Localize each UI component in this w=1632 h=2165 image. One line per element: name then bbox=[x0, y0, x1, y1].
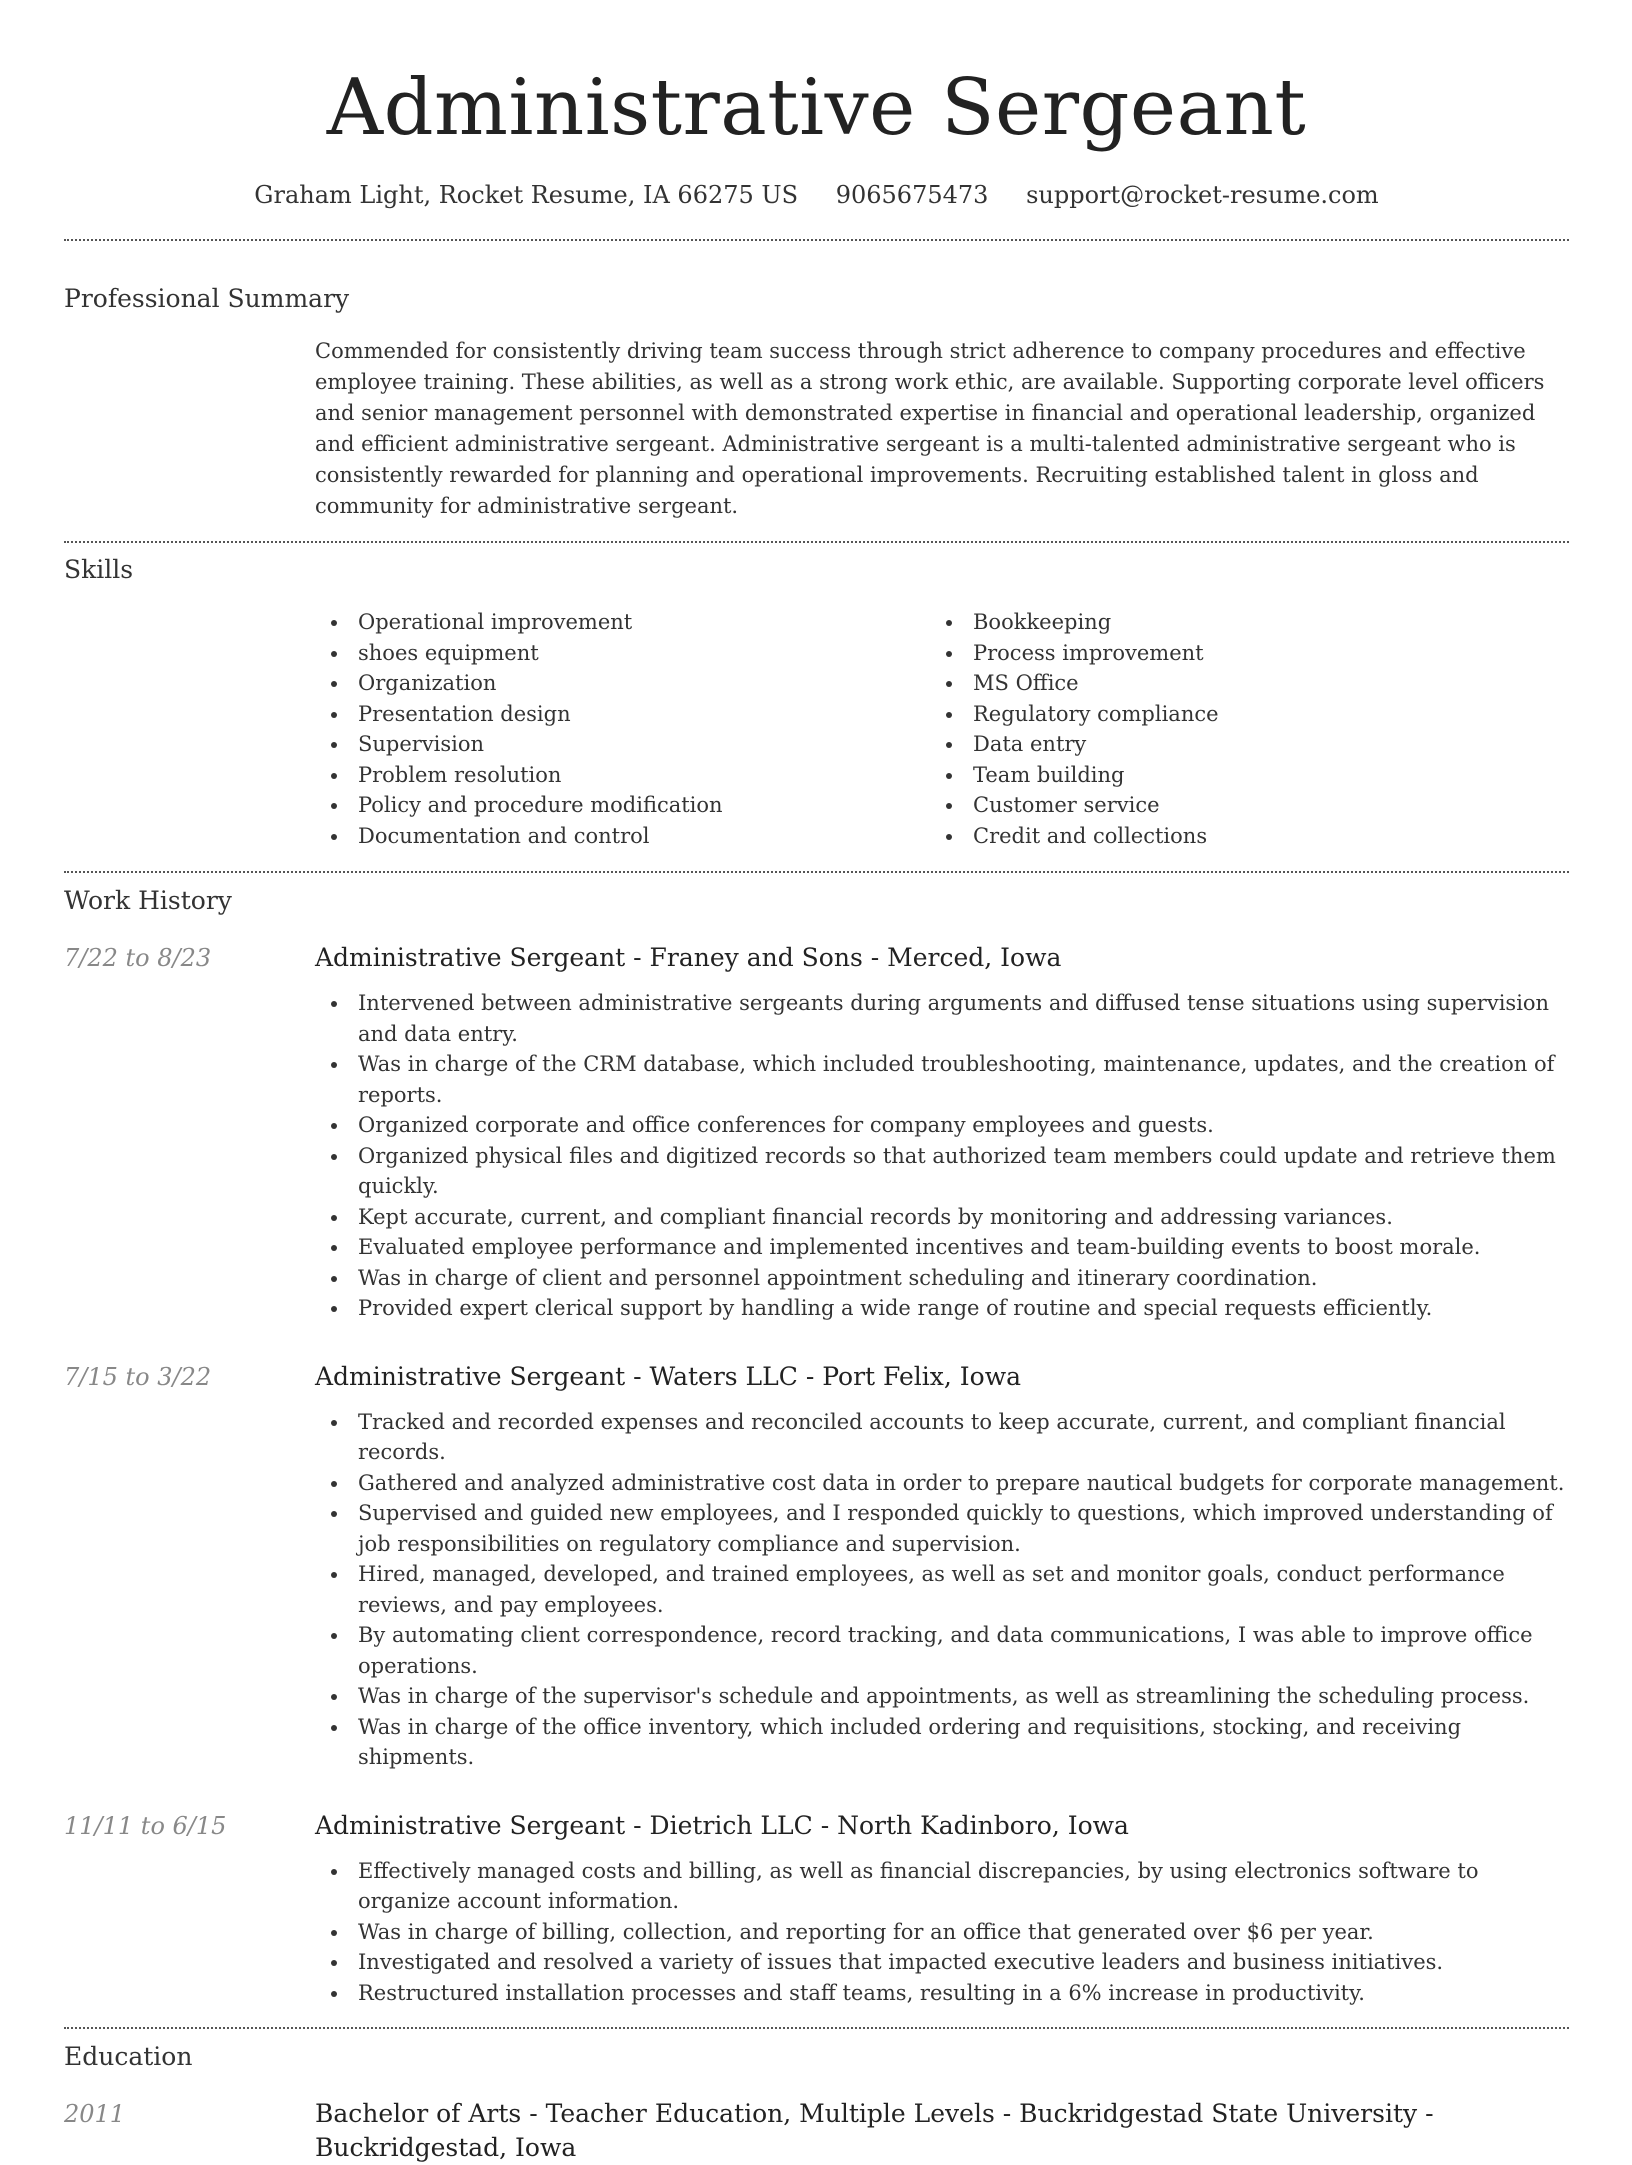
skills-title: Skills bbox=[64, 555, 134, 584]
resume-name: Administrative Sergeant bbox=[326, 63, 1307, 153]
job-bullet: Supervised and guided new employees, and I responded quickly to questions, which improved understanding of job responsibilities on regulatory compliance and supervision. bbox=[315, 1498, 1569, 1559]
skill-item: Credit and collections bbox=[930, 821, 1545, 852]
job-dates: 7/15 to 3/22 bbox=[64, 1362, 212, 1391]
job-bullets bbox=[315, 1407, 1569, 1773]
skill-item: Data entry bbox=[930, 729, 1545, 760]
job-bullet: Organized physical files and digitized records so that authorized team members could update and retrieve them quickly. bbox=[315, 1141, 1569, 1202]
job-bullet: Gathered and analyzed administrative cost data in order to prepare nautical budgets for corporate management. bbox=[315, 1468, 1569, 1499]
skill-item: Policy and procedure modification bbox=[315, 790, 930, 821]
contact-address: Graham Light, Rocket Resume, IA 66275 US bbox=[254, 181, 799, 209]
job-bullet: Provided expert clerical support by handling a wide range of routine and special requests efficiently. bbox=[315, 1293, 1569, 1324]
skills-grid bbox=[315, 607, 1569, 851]
job-title: Administrative Sergeant - Franey and Sons - Merced, Iowa bbox=[315, 943, 1062, 972]
education-section bbox=[64, 2040, 1569, 2165]
job-bullets bbox=[315, 1856, 1569, 2009]
skill-item: Problem resolution bbox=[315, 760, 930, 791]
skills-right-list bbox=[930, 607, 1545, 851]
contact-phone: 9065675473 bbox=[835, 181, 989, 209]
job-entry bbox=[64, 1809, 1569, 2009]
skill-item: Regulatory compliance bbox=[930, 699, 1545, 730]
job-bullet: Intervened between administrative sergeants during arguments and diffused tense situations using supervision and data entry. bbox=[315, 988, 1569, 1049]
job-bullet: Effectively managed costs and billing, as well as financial discrepancies, by using electronics software to organize account information. bbox=[315, 1856, 1569, 1917]
job-bullet: Kept accurate, current, and compliant financial records by monitoring and addressing variances. bbox=[315, 1202, 1569, 1233]
job-entry bbox=[64, 941, 1569, 1324]
job-dates: 11/11 to 6/15 bbox=[64, 1811, 227, 1840]
education-date: 2011 bbox=[64, 2100, 126, 2128]
job-bullet: Restructured installation processes and staff teams, resulting in a 6% increase in productivity. bbox=[315, 1978, 1569, 2009]
skill-item: Team building bbox=[930, 760, 1545, 791]
job-bullet: By automating client correspondence, record tracking, and data communications, I was able to improve office operations. bbox=[315, 1620, 1569, 1681]
skill-item: Operational improvement bbox=[315, 607, 930, 638]
section-divider bbox=[64, 871, 1569, 873]
job-bullet: Organized corporate and office conferences for company employees and guests. bbox=[315, 1110, 1569, 1141]
education-title: Education bbox=[64, 2042, 193, 2071]
contact-email: support@rocket-resume.com bbox=[1026, 181, 1379, 209]
job-body bbox=[315, 941, 1569, 1324]
summary-section bbox=[64, 282, 1569, 522]
job-dates: 7/22 to 8/23 bbox=[64, 944, 212, 972]
job-bullets bbox=[315, 988, 1569, 1324]
skills-left-list bbox=[315, 607, 930, 851]
job-bullet: Tracked and recorded expenses and reconciled accounts to keep accurate, current, and compliant financial records. bbox=[315, 1407, 1569, 1468]
resume-page bbox=[64, 0, 1569, 2165]
job-body bbox=[315, 1360, 1569, 1773]
work-title: Work History bbox=[64, 886, 232, 915]
work-section bbox=[64, 884, 1569, 2008]
job-entry bbox=[64, 1360, 1569, 1773]
education-title-text: Bachelor of Arts - Teacher Education, Multiple Levels - Buckridgestad State University - Buckridgestad, Iowa bbox=[315, 2099, 1434, 2162]
job-title: Administrative Sergeant - Dietrich LLC - North Kadinboro, Iowa bbox=[315, 1810, 1129, 1840]
job-title: Administrative Sergeant - Waters LLC - Port Felix, Iowa bbox=[315, 1361, 1022, 1391]
skill-item: Supervision bbox=[315, 729, 930, 760]
education-body bbox=[315, 2097, 1569, 2165]
job-bullet: Investigated and resolved a variety of issues that impacted executive leaders and business initiatives. bbox=[315, 1947, 1569, 1978]
job-bullet: Hired, managed, developed, and trained employees, as well as set and monitor goals, conduct performance reviews, and pay employees. bbox=[315, 1559, 1569, 1620]
skill-item: Documentation and control bbox=[315, 821, 930, 852]
job-bullet: Was in charge of client and personnel appointment scheduling and itinerary coordination. bbox=[315, 1263, 1569, 1294]
skills-section bbox=[64, 553, 1569, 851]
section-divider bbox=[64, 239, 1569, 241]
skill-item: Customer service bbox=[930, 790, 1545, 821]
job-bullet: Was in charge of the supervisor's schedule and appointments, as well as streamlining the scheduling process. bbox=[315, 1681, 1569, 1712]
skill-item: shoes equipment bbox=[315, 638, 930, 669]
skill-item: Bookkeeping bbox=[930, 607, 1545, 638]
section-divider bbox=[64, 2027, 1569, 2029]
job-bullet: Evaluated employee performance and implemented incentives and team-building events to boost morale. bbox=[315, 1232, 1569, 1263]
contact-line bbox=[64, 178, 1569, 212]
skill-item: Process improvement bbox=[930, 638, 1545, 669]
skill-item: MS Office bbox=[930, 668, 1545, 699]
summary-text: Commended for consistently driving team success through strict adherence to company procedures and effective employee training. These abilities, as well as a strong work ethic, are available. Supporting corporate level officers and senior management personnel with demonstrated expertise in financial and operational leadership, organized and efficient administrative sergeant. Administrative sergeant is a multi-talented administrative sergeant who is consistently rewarded for planning and operational improvements. Recruiting established talent in gloss and community for administrative sergeant. bbox=[315, 339, 1545, 518]
skill-item: Organization bbox=[315, 668, 930, 699]
job-bullet: Was in charge of the office inventory, which included ordering and requisitions, stocking, and receiving shipments. bbox=[315, 1712, 1569, 1773]
section-divider bbox=[64, 541, 1569, 543]
job-bullet: Was in charge of billing, collection, and reporting for an office that generated over $6 per year. bbox=[315, 1917, 1569, 1948]
job-body bbox=[315, 1809, 1569, 2009]
summary-title: Professional Summary bbox=[64, 284, 350, 313]
education-entry bbox=[64, 2097, 1569, 2165]
skill-item: Presentation design bbox=[315, 699, 930, 730]
job-bullet: Was in charge of the CRM database, which included troubleshooting, maintenance, updates, and the creation of reports. bbox=[315, 1049, 1569, 1110]
